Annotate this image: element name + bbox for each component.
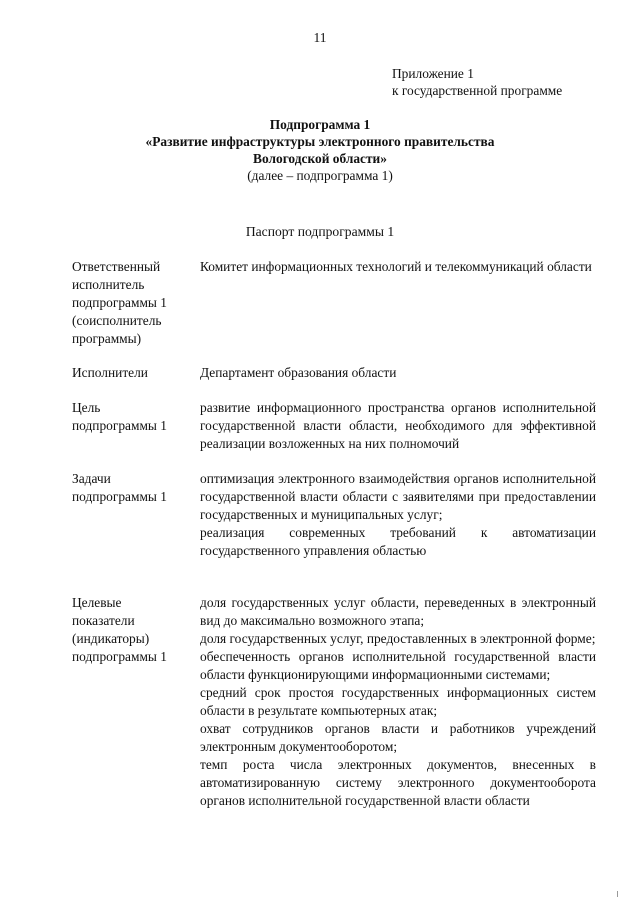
row-value [200, 594, 596, 810]
label-line: исполнитель [72, 277, 145, 292]
appendix-line-2: к государственной программе [392, 83, 563, 98]
page-number: 11 [313, 30, 327, 45]
value-paragraph: Департамент образования области [200, 365, 397, 380]
label-line: подпрограммы 1 [72, 649, 167, 664]
label-line: программы) [72, 331, 142, 346]
value-paragraph: доля государственных услуг области, переведенных в электронный вид до максимально возможного этапа; [200, 595, 596, 628]
value-paragraph: Комитет информационных технологий и телекоммуникаций области [200, 259, 592, 274]
subprogram-name-line-1: «Развитие инфраструктуры электронного правительства [145, 134, 495, 149]
label-line: Задачи [72, 471, 111, 486]
scan-mark [617, 891, 618, 897]
label-line: подпрограммы 1 [72, 295, 167, 310]
label-line: подпрограммы 1 [72, 418, 167, 433]
row-value [200, 399, 596, 453]
label-line: показатели [72, 613, 135, 628]
label-line: (индикаторы) [72, 631, 150, 646]
value-paragraph: оптимизация электронного взаимодействия органов исполнительной государственной власти области с заявителями при предоставлении государственных и муниципальных услуг; [200, 471, 596, 522]
label-line: Исполнители [72, 365, 148, 380]
passport-title: Паспорт подпрограммы 1 [245, 224, 395, 239]
value-paragraph: темп роста числа электронных документов, внесенных в автоматизированную систему электронного документооборота органов исполнительной государственной власти области [200, 757, 596, 808]
row-value [200, 258, 596, 276]
value-paragraph: доля государственных услуг, предоставленных в электронной форме; [200, 631, 596, 646]
row-label [72, 594, 192, 666]
label-line: (соисполнитель [72, 313, 162, 328]
value-paragraph: реализация современных требований к автоматизации государственного управления областью [200, 525, 596, 558]
label-line: Цель [72, 400, 101, 415]
row-value [200, 364, 596, 382]
row-label [72, 399, 192, 435]
label-line: Ответственный [72, 259, 161, 274]
label-line: подпрограммы 1 [72, 489, 167, 504]
subprogram-note: (далее – подпрограмма 1) [247, 168, 393, 183]
value-paragraph: средний срок простоя государственных информационных систем области в результате компьютерных атак; [200, 685, 596, 718]
value-paragraph: охват сотрудников органов власти и работников учреждений электронным документооборотом; [200, 721, 596, 754]
subprogram-name-line-2: Вологодской области» [253, 151, 387, 166]
value-paragraph: развитие информационного пространства органов исполнительной государственной власти области, необходимого для эффективной реализации возложенных на них полномочий [200, 400, 596, 451]
row-label [72, 258, 192, 348]
appendix-note [392, 65, 562, 99]
row-label [72, 470, 192, 506]
value-paragraph: обеспеченность органов исполнительной государственной власти области функционирующими информационными системами; [200, 649, 596, 682]
appendix-line-1: Приложение 1 [392, 66, 474, 81]
label-line: Целевые [72, 595, 122, 610]
subprogram-header [0, 116, 640, 184]
subprogram-title: Подпрограмма 1 [269, 117, 371, 132]
row-label [72, 364, 192, 382]
row-value [200, 470, 596, 560]
